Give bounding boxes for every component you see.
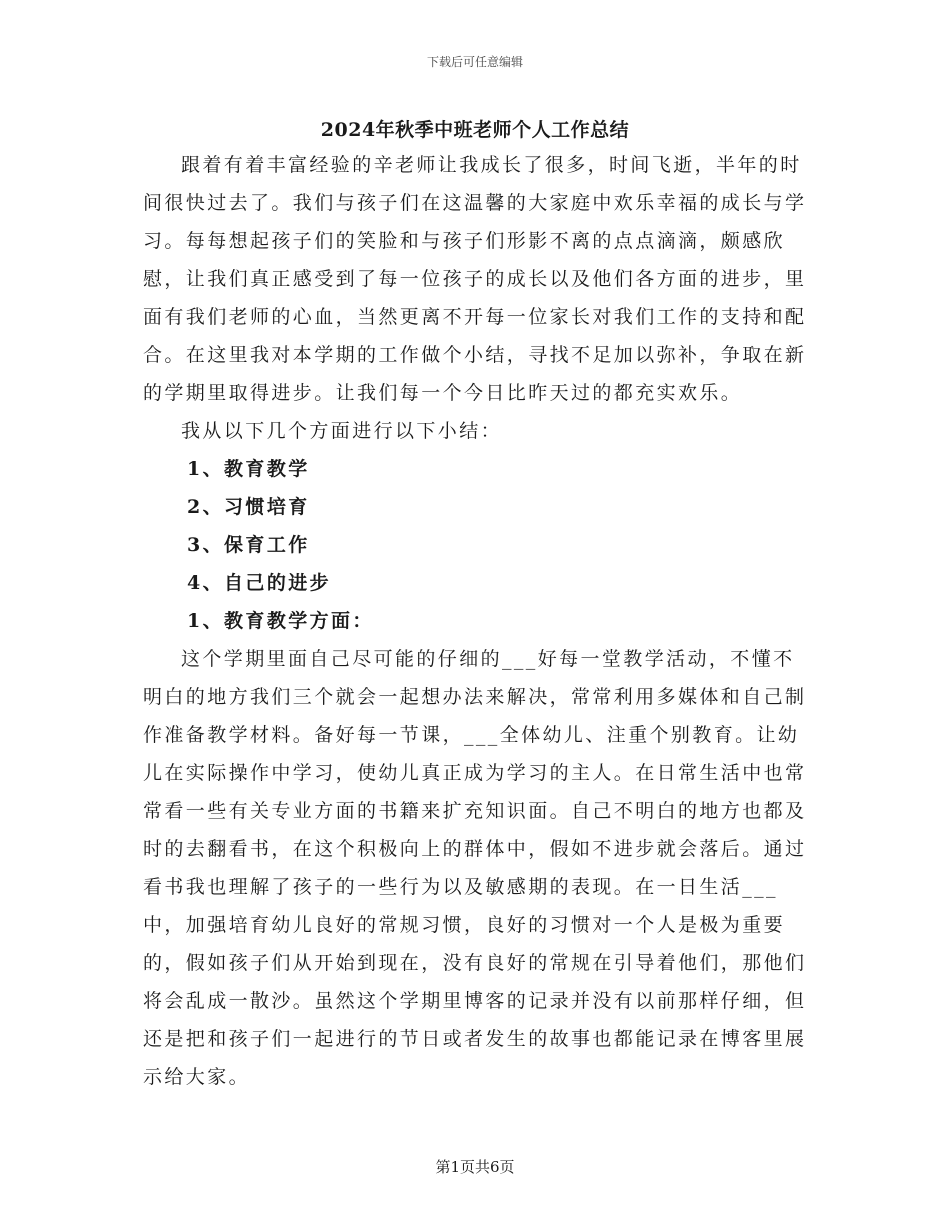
intro-paragraph: 跟着有着丰富经验的辛老师让我成长了很多，时间飞逝，半年的时间很快过去了。我们与孩子们在这温馨的大家庭中欢乐幸福的成长与学习。每每想起孩子们的笑脸和与孩子们形影不离的点点滴滴，颇感欣慰，让我们真正感受到了每一位孩子的成长以及他们各方面的进步，里面有我们老师的心血，当然更离不开每一位家长对我们工作的支持和配合。在这里我对本学期的工作做个小结，寻找不足加以弥补，争取在新的学期里取得进步。让我们每一个今日比昨天过的都充实欢乐。 xyxy=(143,154,807,404)
document-title: 2024年秋季中班老师个人工作总结 xyxy=(320,119,630,141)
section1-heading: 1、教育教学方面： xyxy=(187,610,374,632)
outline-item-3: 3、保育工作 xyxy=(187,534,310,556)
outline-item-1: 1、教育教学 xyxy=(187,458,310,480)
page-number: 第1页共6页 xyxy=(435,1158,515,1176)
section1-paragraph: 这个学期里面自己尽可能的仔细的___好每一堂教学活动，不懂不明白的地方我们三个就会一起想办法来解决，常常利用多媒体和自己制作准备教学材料。备好每一节课，___全体幼儿、注重个别教育。让幼儿在实际操作中学习，使幼儿真正成为学习的主人。在日常生活中也常常看一些有关专业方面的书籍来扩充知识面。自己不明白的地方也都及时的去翻看书，在这个积极向上的群体中，假如不进步就会落后。通过看书我也理解了孩子的一些行为以及敏感期的表现。在一日生活___中，加强培育幼儿良好的常规习惯，良好的习惯对一个人是极为重要的，假如孩子们从开始到现在，没有良好的常规在引导着他们，那他们将会乱成一散沙。虽然这个学期里博客的记录并没有以前那样仔细，但还是把和孩子们一起进行的节日或者发生的故事也都能记录在博客里展示给大家。 xyxy=(143,648,807,1088)
header-note: 下载后可任意编辑 xyxy=(426,55,523,69)
outline-item-4: 4、自己的进步 xyxy=(187,572,332,594)
outline-item-2: 2、习惯培育 xyxy=(187,496,310,518)
outline-intro: 我从以下几个方面进行以下小结： xyxy=(181,420,503,442)
document-body xyxy=(143,146,808,1096)
